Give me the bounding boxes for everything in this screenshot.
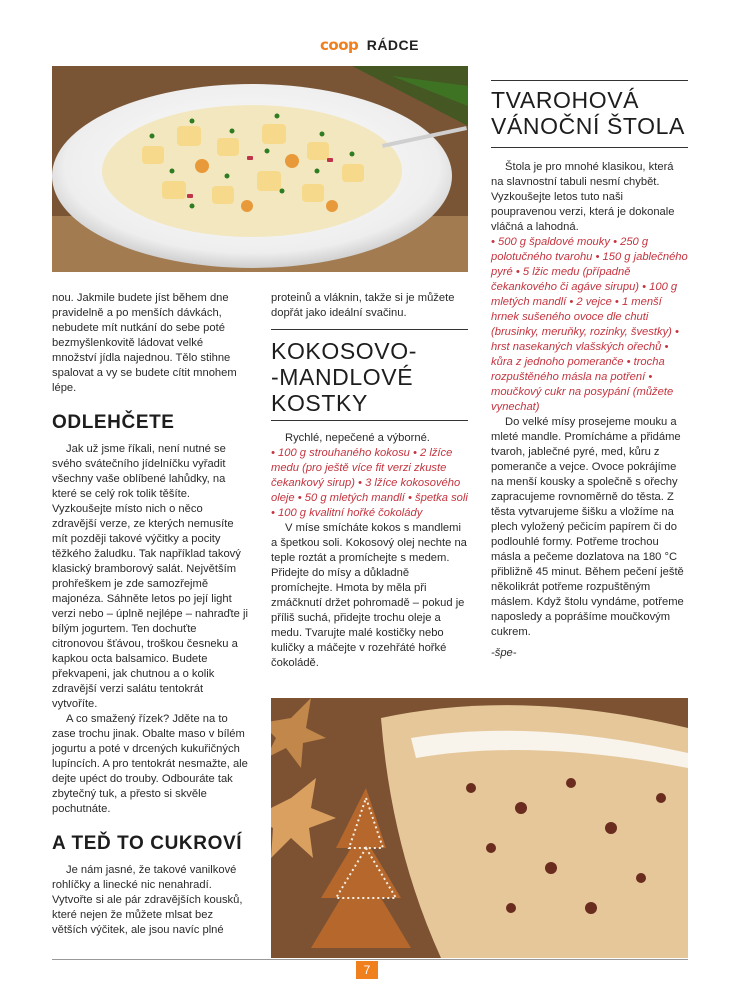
title-line: KOSTKY [271,390,368,416]
paragraph: V míse smícháte kokos s mandlemi a špetkou soli. Kokosový olej nechte na teple roztát a promíchejte s medem. Přidejte do mísy a důkladně promíchejte. Hmota by měla při zmáčknutí držet pohromadě – pokud je příliš suchá, přidejte trochu oleje a medu. Tvarujte malé kostičky nebo kuličky a máčejte v rozehřáté hořké čokoládě. [271,522,467,669]
title-line: TVAROHOVÁ [491,87,640,113]
heading-odlehcete: ODLEHČETE [52,412,175,433]
stollen-illustration [271,698,688,958]
paragraph: Do velké mísy prosejeme mouku a mleté mandle. Promícháme a přidáme tvaroh, jablečné pyré, med, kůru z pomeranče a vejce. Ovoce pokrájíme na menší kousky a společně s ořechy zapracujeme rovnoměrně do těsta. Z těsta vytvarujeme šišku a vložíme na plech vyložený pečicím papírem či do podlouhlé formy. Potřeme trochou másla a pečeme dozlatova na 180 °C přibližně 45 minut. Během pečení ještě několikrát potřeme rozpuštěným máslem. Když štolu vyndáme, potřeme naposledy a poprášíme moučkovým cukrem. [491,416,684,638]
magazine-title: RÁDCE [366,37,419,53]
paragraph: A co smažený řízek? Jděte na to zase trochu jinak. Obalte maso v bílém jogurtu a poté v drcených kukuřičných lupíncích. A pro tentokrát nesmažte, ale dejte upéct do trouby. Odbouráte tak zbytečný tuk, a přesto si skvěle pochutnáte. [52,713,248,815]
paragraph: proteinů a vláknin, takže si je můžete dopřát jako ideální svačinu. [271,292,455,319]
divider [491,80,688,81]
paragraph: Rychlé, nepečené a výborné. [285,432,430,444]
recipe-title-stola [491,87,688,139]
page-header [0,36,739,58]
column-middle [271,291,468,671]
column-left [52,291,249,938]
title-line: -MANDLOVÉ [271,364,414,390]
title-line: VÁNOČNÍ ŠTOLA [491,113,685,139]
paragraph: Štola je pro mnohé klasikou, která na slavnostní tabuli nesmí chybět. Vyzkoušejte letos tuto naši poupravenou verzi, která je dokonale vláčná a lahodná. [491,161,675,233]
potato-salad-illustration [52,66,468,272]
page-number: 7 [356,961,378,979]
footer-divider [52,959,688,960]
intro-text: nou. Jakmile budete jíst během dne pravidelně a po menších dávkách, nebudete mít nutkání do sebe poté bezmyšlenkovitě ládovat velké množství jídla najednou. Tělo stihne spalovat a vy se budete cítit mnohem lépe. [52,292,237,394]
stollen-cookies-photo [271,698,688,958]
ingredients-list: • 100 g strouhaného kokosu • 2 lžíce medu (pro ještě více fit verzi zkuste čekankový sirup) • 3 lžíce kokosového oleje • 50 g mletých mandlí • špetka soli • 100 g kvalitní hořké čokolády [271,447,468,519]
paragraph: Jak už jsme říkali, není nutné se svého svátečního jídelníčku vyřadit všechny vaše oblíbené lahůdky, na které se celý rok tolik těšíte. Vyzkoušejte místo nich o něco zdravější verze, ze kterých nemusíte mít později takové výčitky a pocity těžkého žaludku. Tak například takový klasický bramborový salát. Největším prohřeškem je zde samozřejmě majonéza. Sáhněte letos po její light verzi nebo – úplně nejlépe – nahraďte ji bílým jogurtem. Ten dochuťte citronovou šťávou, troškou česneku a kapkou octa balsamico. Budete překvapeni, jak chutnou a o kolik zdravější verzi salátu tentokrát vytvoříte. [52,443,248,710]
divider [271,329,468,330]
coop-logo: coop [320,36,359,54]
title-line: KOKOSOVO- [271,338,417,364]
divider [271,420,468,421]
heading-cukrovi: A TEĎ TO CUKROVÍ [52,833,243,854]
author-signature: -špe- [491,647,517,659]
ingredients-list: • 500 g špaldové mouky • 250 g polotučného tvarohu • 150 g jablečného pyré • 5 lžic medu (případně čekankového či agáve sirupu) • 100 g mletých mandlí • 2 vejce • 1 menší hrnek sušeného ovoce dle chuti (brusinky, meruňky, rozinky, švestky) • hrst nasekaných vlašských ořechů • kůra z jednoho pomeranče • trocha rozpuštěného másla na potření • moučkový cukr na posypání (můžete vynechat) [491,236,688,413]
column-right [491,80,688,661]
recipe-title-kostky [271,338,468,416]
potato-salad-photo [52,66,468,272]
divider [491,147,688,148]
paragraph: Je nám jasné, že takové vanilkové rohlíčky a linecké nic nenahradí. Vytvořte si ale pár zdravějších kousků, které nejen že můžete mlsat bez větších výčitek, ale jsou navíc plné [52,864,243,936]
